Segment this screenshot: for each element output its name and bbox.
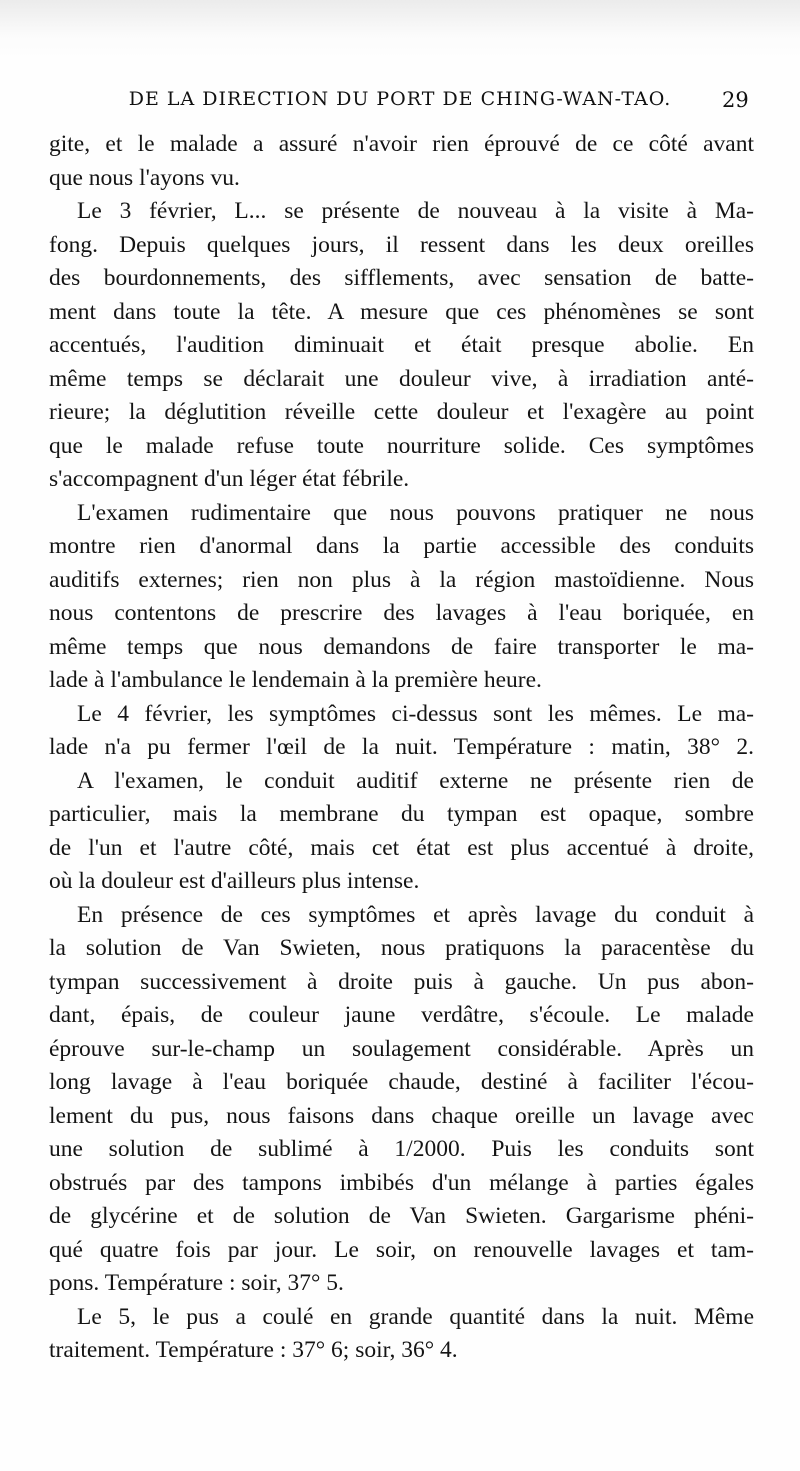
text-line: qué quatre fois par jour. Le soir, on renouvelle lavages et tam- bbox=[49, 1236, 754, 1263]
text-line: A l'examen, le conduit auditif externe ne présente rien de bbox=[77, 767, 754, 794]
text-line: fong. Depuis quelques jours, il ressent dans les deux oreilles bbox=[49, 231, 754, 258]
text-line: même temps se déclarait une douleur vive, à irradiation anté- bbox=[49, 365, 754, 392]
text-line: tympan successivement à droite puis à gauche. Un pus abon- bbox=[49, 968, 754, 995]
text-line: lade à l'ambulance le lendemain à la première heure. bbox=[49, 667, 542, 693]
text-line: pons. Température : soir, 37° 5. bbox=[49, 1270, 344, 1296]
text-line: dant, épais, de couleur jaune verdâtre, s'écoule. Le malade bbox=[49, 1002, 754, 1028]
text-line: où la douleur est d'ailleurs plus intense. bbox=[49, 868, 420, 894]
text-line: Le 4 février, les symptômes ci-dessus sont les mêmes. Le ma- bbox=[77, 700, 754, 727]
text-line: des bourdonnements, des sifflements, avec sensation de batte- bbox=[49, 265, 754, 291]
text-line: de glycérine et de solution de Van Swieten. Gargarisme phéni- bbox=[49, 1203, 754, 1229]
text-line: rieure; la déglutition réveille cette douleur et l'exagère au point bbox=[49, 399, 754, 425]
text-line: montre rien d'anormal dans la partie accessible des conduits bbox=[49, 533, 754, 559]
text-line: obstrués par des tampons imbibés d'un mélange à parties égales bbox=[49, 1169, 754, 1196]
text-line: Le 3 février, L... se présente de nouveau à la visite à Ma- bbox=[77, 198, 754, 224]
page-number: 29 bbox=[722, 88, 749, 112]
text-line: particulier, mais la membrane du tympan est opaque, sombre bbox=[49, 801, 754, 827]
text-line: que nous l'ayons vu. bbox=[49, 164, 240, 191]
body-text bbox=[49, 128, 754, 1368]
text-line: éprouve sur-le-champ un soulagement considérable. Après un bbox=[49, 1035, 754, 1062]
text-line: une solution de sublimé à 1/2000. Puis les conduits sont bbox=[49, 1136, 754, 1162]
text-line: même temps que nous demandons de faire transporter le ma- bbox=[49, 633, 754, 660]
text-line: traitement. Température : 37° 6; soir, 36° 4. bbox=[49, 1337, 458, 1363]
text-line: accentués, l'audition diminuait et était presque abolie. En bbox=[49, 332, 754, 358]
text-line: nous contentons de prescrire des lavages à l'eau boriquée, en bbox=[49, 600, 754, 626]
running-header: DE LA DIRECTION DU PORT DE CHING-WAN-TAO. bbox=[128, 88, 672, 110]
text-line: Le 5, le pus a coulé en grande quantité dans la nuit. Même bbox=[77, 1303, 754, 1330]
text-line: s'accompagnent d'un léger état fébrile. bbox=[49, 466, 410, 492]
text-line: ment dans toute la tête. A mesure que ces phénomènes se sont bbox=[49, 298, 754, 325]
text-line: En présence de ces symptômes et après lavage du conduit à bbox=[77, 901, 754, 928]
text-line: la solution de Van Swieten, nous pratiquons la paracentèse du bbox=[49, 935, 754, 961]
text-line: long lavage à l'eau boriquée chaude, destiné à faciliter l'écou- bbox=[49, 1069, 754, 1095]
text-line: lade n'a pu fermer l'œil de la nuit. Température : matin, 38° 2. bbox=[49, 734, 754, 760]
text-line: gite, et le malade a assuré n'avoir rien éprouvé de ce côté avant bbox=[49, 131, 754, 157]
text-line: lement du pus, nous faisons dans chaque oreille un lavage avec bbox=[49, 1102, 754, 1129]
text-line: de l'un et l'autre côté, mais cet état est plus accentué à droite, bbox=[49, 834, 754, 861]
text-line: que le malade refuse toute nourriture solide. Ces symptômes bbox=[49, 432, 754, 459]
page-top-edge bbox=[0, 0, 800, 60]
text-line: L'examen rudimentaire que nous pouvons pratiquer ne nous bbox=[77, 499, 754, 526]
text-line: auditifs externes; rien non plus à la région mastoïdienne. Nous bbox=[49, 566, 754, 593]
